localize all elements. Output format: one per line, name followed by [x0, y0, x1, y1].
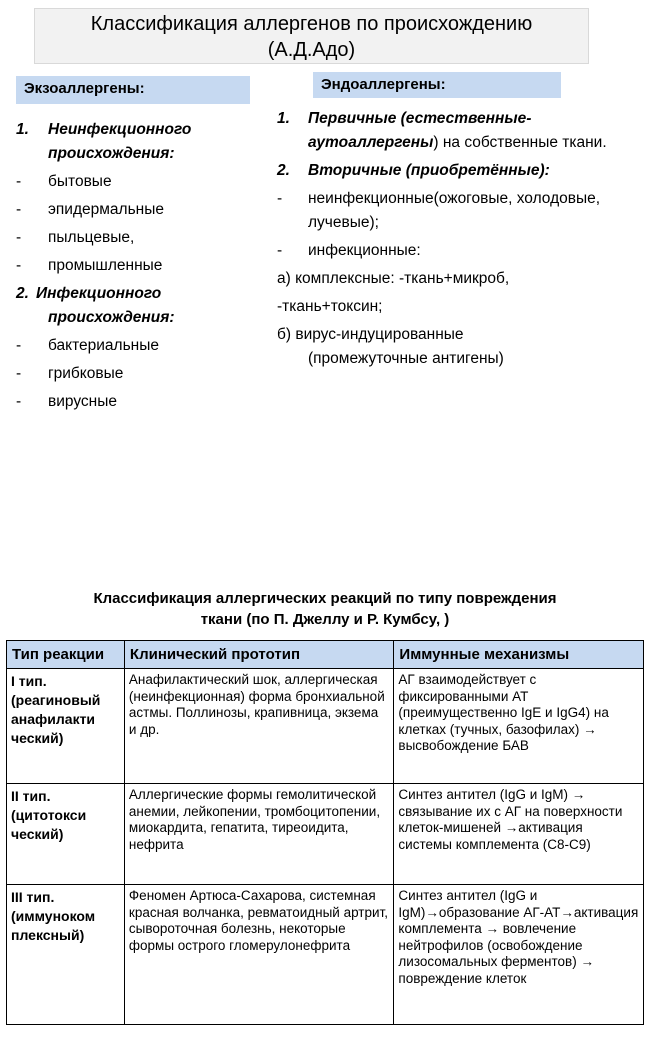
endo-group2-heading: 2. Вторичные (приобретённые): — [277, 162, 550, 179]
table-row — [7, 784, 644, 885]
endo-group1-heading: 1. Первичные (естественные-аутоаллергены) на собственные ткани. — [277, 110, 607, 151]
table-row — [7, 669, 644, 784]
table-title: Классификация аллергических реакций по типу повреждения ткани (по П. Джеллу и Р. Кумбсу, ) — [93, 590, 557, 628]
endo-header: Эндоаллергены: — [313, 72, 561, 98]
list-item: - вирусные — [16, 393, 117, 410]
list-item: - бытовые — [16, 173, 112, 190]
list-item: - бактериальные — [16, 337, 159, 354]
list-item: - неинфекционные(ожоговые, холодовые, лучевые); — [277, 190, 601, 231]
list-item: - инфекционные: — [277, 242, 421, 259]
clinical-prototype: Феномен Артюса-Сахарова, системная красная волчанка, ревматоидный артрит, сывороточная болезнь, некоторые формы острого гломерулонефрита — [124, 885, 393, 1025]
exo-group1-heading: 1. Неинфекционного происхождения: — [16, 121, 192, 162]
clinical-prototype: Анафилактический шок, аллергическая (неинфекционная) форма бронхиальной астмы. Поллинозы, крапивница, экзема и др. — [124, 669, 393, 784]
list-item: - грибковые — [16, 365, 124, 382]
list-item: - промышленные — [16, 257, 163, 274]
header-type: Тип реакции — [7, 641, 125, 669]
table-row — [7, 885, 644, 1025]
immune-mechanism: Синтез антител (IgG и IgM) → связывание их с АГ на поверхности клеток-мишеней →активация системы комплемента (С8-С9) — [394, 784, 644, 885]
list-item: - эпидермальные — [16, 201, 164, 218]
header-mechanism: Иммунные механизмы — [394, 641, 644, 669]
immune-mechanism: Синтез антител (IgG и IgM)→образование АГ-АТ→активация комплемента → вовлечение нейтрофилов (освобождение лизосомальных ферментов) → повреждение клеток — [394, 885, 644, 1025]
reaction-type: II тип. (цитотокси ческий) — [7, 784, 125, 885]
endo-complex: а) комплексные: -ткань+микроб, — [277, 270, 510, 287]
endo-complex-2: -ткань+токсин; — [277, 298, 383, 315]
exo-header: Экзоаллергены: — [16, 76, 250, 104]
immune-mechanism: АГ взаимодействует с фиксированными АТ (преимущественно IgE и IgG4) на клетках (тучных, базофилах) → высвобождение БАВ — [394, 669, 644, 784]
reaction-type: III тип. (иммуноком плексный) — [7, 885, 125, 1025]
exo-group2-items — [16, 334, 276, 414]
reactions-table — [6, 640, 644, 1025]
header-prototype: Клинический прототип — [124, 641, 393, 669]
endo-list — [277, 107, 617, 371]
page-title — [34, 8, 589, 64]
exo-list — [16, 118, 276, 414]
exo-group2-heading: 2. Инфекционного происхождения: — [16, 285, 175, 326]
exo-group1-items — [16, 170, 276, 278]
endo-virus: б) вирус-индуцированные (промежуточные антигены) — [277, 326, 504, 367]
page-title-line1: Классификация аллергенов по происхождению — [90, 13, 533, 35]
page-title-line2: (А.Д.Адо) — [267, 39, 356, 61]
clinical-prototype: Аллергические формы гемолитической анемии, лейкопении, тромбоцитопении, миокардита, гепатита, тиреоидита, нефрита — [124, 784, 393, 885]
list-item: - пыльцевые, — [16, 229, 135, 246]
endo-items — [277, 187, 617, 263]
table-header-row — [7, 641, 644, 669]
reaction-type: I тип. (реагиновый анафилакти ческий) — [7, 669, 125, 784]
